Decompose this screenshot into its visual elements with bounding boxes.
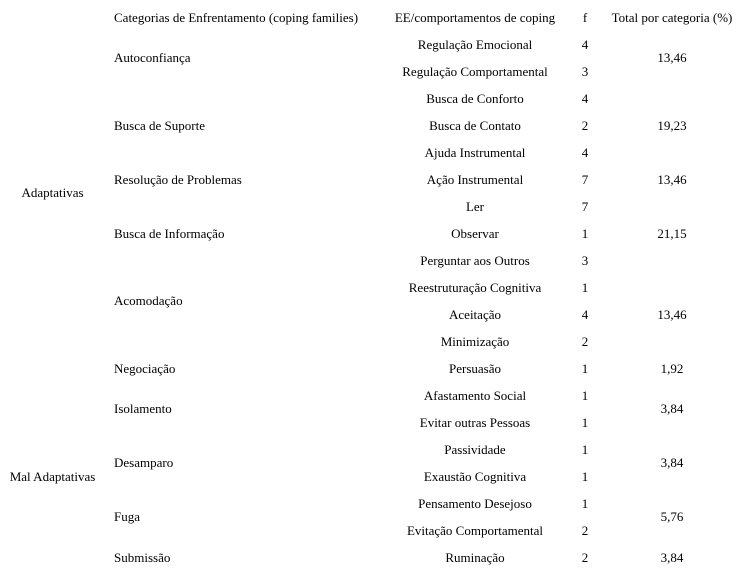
frequency-cell: 2 bbox=[581, 334, 589, 349]
category-label: Negociação bbox=[114, 361, 176, 376]
frequency-cell: 1 bbox=[581, 415, 589, 430]
frequency-cell: 1 bbox=[581, 388, 589, 403]
frequency-cell: 4 bbox=[581, 145, 589, 160]
behavior-cell: Passividade bbox=[444, 442, 506, 457]
behavior-cell: Evitação Comportamental bbox=[406, 523, 544, 538]
behavior-cell: Regulação Emocional bbox=[417, 37, 533, 52]
header-total: Total por categoria (%) bbox=[611, 10, 733, 25]
frequency-cell: 2 bbox=[581, 523, 589, 538]
behavior-cell: Busca de Contato bbox=[429, 118, 521, 133]
category-label: Isolamento bbox=[114, 401, 172, 416]
behavior-cell: Aceitação bbox=[449, 307, 501, 322]
behavior-cell: Persuasão bbox=[449, 361, 501, 376]
category-total: 3,84 bbox=[660, 401, 684, 416]
frequency-cell: 4 bbox=[581, 37, 589, 52]
category-label: Submissão bbox=[114, 550, 171, 565]
frequency-cell: 1 bbox=[581, 361, 589, 376]
behavior-cell: Reestruturação Cognitiva bbox=[408, 280, 542, 295]
behavior-cell: Pensamento Desejoso bbox=[418, 496, 532, 511]
behavior-cell: Perguntar aos Outros bbox=[420, 253, 530, 268]
behavior-cell: Minimização bbox=[440, 334, 510, 349]
category-label: Autoconfiança bbox=[114, 50, 191, 65]
category-total: 19,23 bbox=[657, 118, 687, 133]
header-behavior: EE/comportamentos de coping bbox=[394, 10, 556, 25]
category-label: Acomodação bbox=[114, 293, 183, 308]
frequency-cell: 1 bbox=[581, 496, 589, 511]
group-label-adaptativas: Adaptativas bbox=[21, 185, 84, 200]
category-total: 21,15 bbox=[657, 226, 687, 241]
header-category: Categorias de Enfrentamento (coping families) bbox=[114, 10, 359, 25]
category-total: 3,84 bbox=[660, 455, 684, 470]
behavior-cell: Evitar outras Pessoas bbox=[419, 415, 531, 430]
frequency-cell: 7 bbox=[581, 172, 589, 187]
behavior-cell: Observar bbox=[451, 226, 499, 241]
category-label: Desamparo bbox=[114, 455, 174, 470]
category-total: 13,46 bbox=[657, 50, 687, 65]
behavior-cell: Exaustão Cognitiva bbox=[423, 469, 527, 484]
frequency-cell: 2 bbox=[581, 550, 589, 565]
category-label: Busca de Informação bbox=[114, 226, 225, 241]
behavior-cell: Ajuda Instrumental bbox=[424, 145, 526, 160]
frequency-cell: 2 bbox=[581, 118, 589, 133]
group-label-mal-adaptativas: Mal Adaptativas bbox=[9, 469, 96, 484]
behavior-cell: Ruminação bbox=[445, 550, 505, 565]
behavior-cell: Ação Instrumental bbox=[426, 172, 524, 187]
behavior-cell: Ler bbox=[465, 199, 485, 214]
frequency-cell: 1 bbox=[581, 226, 589, 241]
category-total: 5,76 bbox=[660, 509, 684, 524]
frequency-cell: 3 bbox=[581, 253, 589, 268]
frequency-cell: 1 bbox=[581, 442, 589, 457]
frequency-cell: 4 bbox=[581, 307, 589, 322]
category-total: 3,84 bbox=[660, 550, 684, 565]
category-label: Busca de Suporte bbox=[114, 118, 205, 133]
behavior-cell: Busca de Conforto bbox=[426, 91, 524, 106]
behavior-cell: Afastamento Social bbox=[423, 388, 527, 403]
frequency-cell: 4 bbox=[581, 91, 589, 106]
behavior-cell: Regulação Comportamental bbox=[402, 64, 548, 79]
frequency-cell: 3 bbox=[581, 64, 589, 79]
frequency-cell: 1 bbox=[581, 469, 589, 484]
header-frequency: f bbox=[582, 10, 588, 25]
category-label: Resolução de Problemas bbox=[114, 172, 242, 187]
category-total: 1,92 bbox=[660, 361, 684, 376]
frequency-cell: 7 bbox=[581, 199, 589, 214]
category-label: Fuga bbox=[114, 509, 140, 524]
category-total: 13,46 bbox=[657, 307, 687, 322]
category-total: 13,46 bbox=[657, 172, 687, 187]
frequency-cell: 1 bbox=[581, 280, 589, 295]
